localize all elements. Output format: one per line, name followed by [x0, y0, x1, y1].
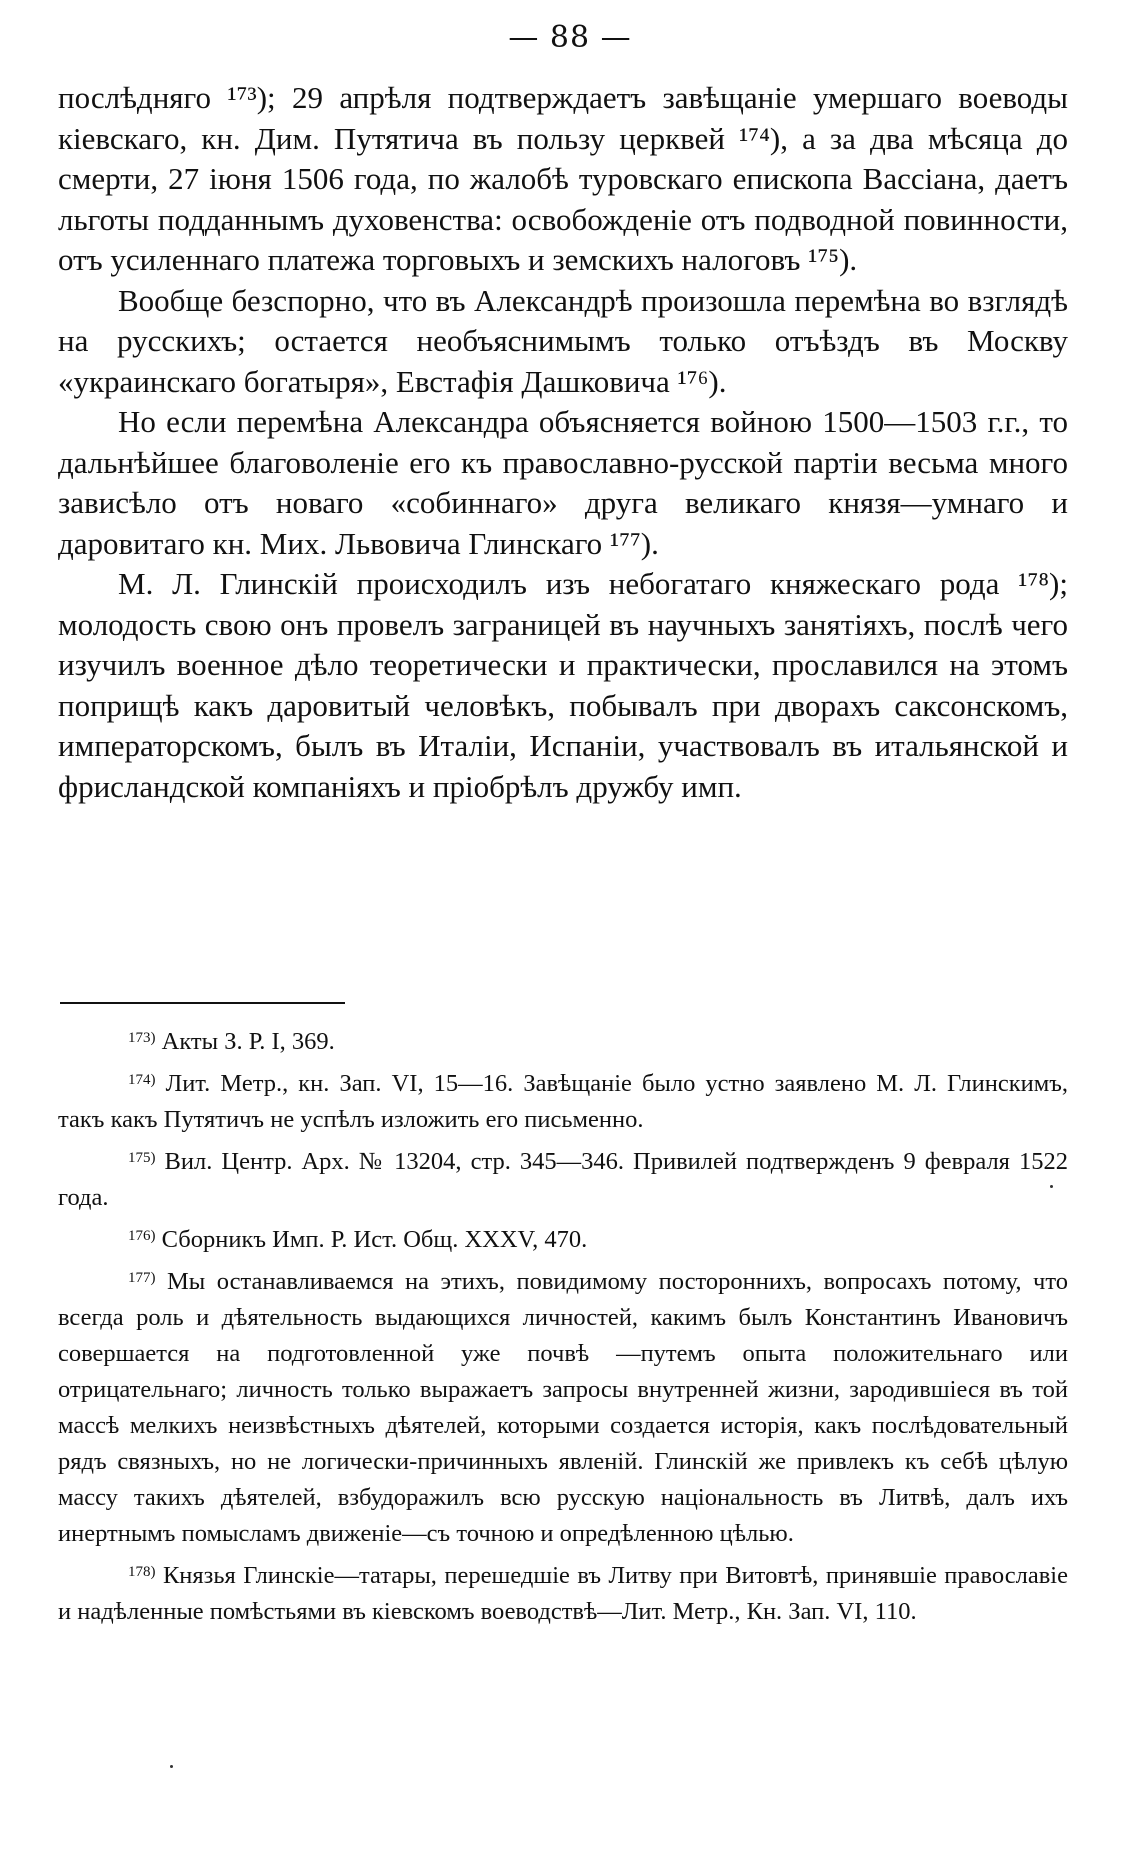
footnote-text: Сборникъ Имп. Р. Ист. Общ. XXXV, 470. — [161, 1226, 588, 1253]
footnote — [58, 1554, 1068, 1630]
footnote-mark: 176) — [128, 1228, 156, 1244]
paragraph: послѣдняго ¹⁷³); 29 апрѣля подтверждаетъ завѣщаніе умершаго воеводы кіевскаго, кн. Дим. Путятича въ пользу церквей ¹⁷⁴), а за два мѣсяца до смерти, 27 іюня 1506 года, по жалобѣ туровскаго епископа Вассіана, даетъ льготы подданнымъ духовенства: освобожденіе отъ подводной повинности, отъ усиленнаго платежа торговыхъ и земскихъ налоговъ ¹⁷⁵). — [58, 80, 1068, 277]
print-speck — [170, 1765, 173, 1768]
footnote-separator — [60, 1002, 345, 1004]
page-number: — 88 — — [508, 20, 632, 55]
footnote — [58, 1020, 1068, 1060]
footnote-mark: 177) — [128, 1270, 156, 1286]
footnote-mark: 173) — [128, 1030, 156, 1046]
footnote-text: Акты З. Р. I, 369. — [161, 1028, 335, 1055]
footnote-mark: 175) — [128, 1150, 156, 1166]
paragraph: Вообще безспорно, что въ Александрѣ произошла перемѣна во взглядѣ на русскихъ; остается необъяснимымъ только отъѣздъ въ Москву «украинскаго богатыря», Евстафія Дашковича ¹⁷⁶). — [58, 282, 1068, 399]
footnote — [58, 1260, 1068, 1552]
footnote-mark: 174) — [128, 1072, 156, 1088]
paragraph: М. Л. Глинскій происходилъ изъ небогатаго княжескаго рода ¹⁷⁸); молодость свою онъ провелъ заграницей въ научныхъ занятіяхъ, послѣ чего изучилъ военное дѣло теоретически и практически, прославился на этомъ поприщѣ какъ даровитый человѣкъ, побывалъ при дворахъ саксонскомъ, императорскомъ, былъ въ Италіи, Испаніи, участвовалъ въ итальянской и фрисландской компаніяхъ и пріобрѣлъ дружбу имп. — [58, 566, 1068, 804]
footnote-text: Лит. Метр., кн. Зап. VI, 15—16. Завѣщаніе было устно заявлено М. Л. Глинскимъ, такъ какъ Путятичъ не успѣлъ изложить его письменно. — [58, 1070, 1069, 1133]
footnotes — [58, 1020, 1068, 1630]
footnote-text: Мы останавливаемся на этихъ, повидимому постороннихъ, вопросахъ потому, что всегда роль и дѣятельность выдающихся личностей, какимъ былъ Константинъ Ивановичъ совершается на подготовленной уже почвѣ —путемъ опыта положительнаго или отрицательнаго; личность только выражаетъ запросы внутренней жизни, зародившіеся въ той массѣ мелкихъ неизвѣстныхъ дѣятелей, которыми создается исторія, какъ послѣдовательный рядъ связныхъ, но не логически-причинныхъ явленій. Глинскій же привлекъ къ себѣ цѣлую массу такихъ дѣятелей, взбудоражилъ всю русскую національность въ Литвѣ, далъ ихъ инертнымъ помысламъ движеніе—съ точною и опредѣленною цѣлью. — [58, 1268, 1069, 1547]
paragraph: Но если перемѣна Александра объясняется войною 1500—1503 г.г., то дальнѣйшее благоволеніе его къ православно-русской партіи весьма много зависѣло отъ новаго «собиннаго» друга великаго князя—умнаго и даровитаго кн. Мих. Львовича Глинскаго ¹⁷⁷). — [58, 404, 1068, 561]
footnote-mark: 178) — [128, 1564, 156, 1580]
print-speck — [1050, 1185, 1053, 1188]
footnote-text: Князья Глинскіе—татары, перешедшіе въ Литву при Витовтѣ, принявшіе православіе и надѣленные помѣстьями въ кіевскомъ воеводствѣ—Лит. Метр., Кн. Зап. VI, 110. — [58, 1562, 1068, 1625]
footnote — [58, 1140, 1068, 1216]
footnote-text: Вил. Центр. Арх. № 13204, стр. 345—346. Привилей подтвержденъ 9 февраля 1522 года. — [58, 1148, 1068, 1211]
main-text — [58, 78, 1068, 807]
footnote — [58, 1218, 1068, 1258]
footnote — [58, 1062, 1068, 1138]
